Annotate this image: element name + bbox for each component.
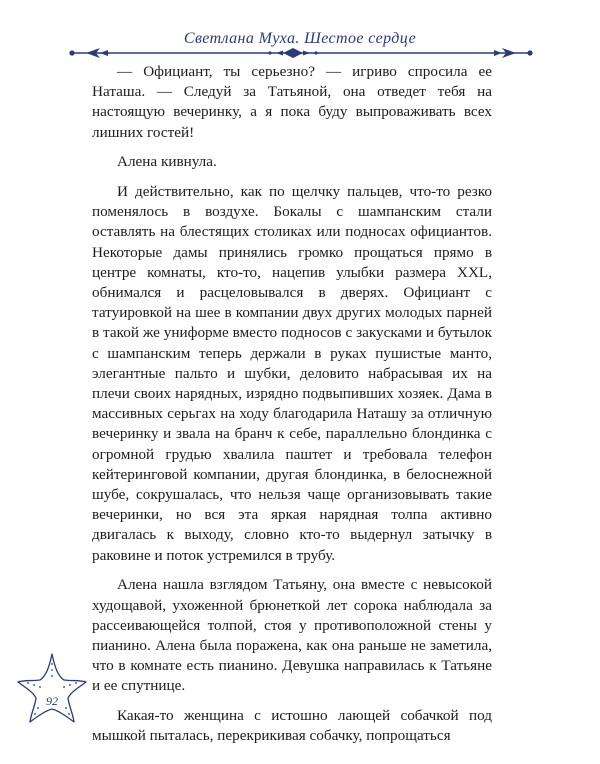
- paragraph: Алена нашла взглядом Татьяну, она вместе с невысокой худощавой, ухоженной брюнеткой лет сорока наблюдала за рассеивающейся толпой, стоя у противоположной стены у пианино. Алена была поражена, как она раньше не заметила, что в комнате есть пианино. Девушка направилась к Татьяне и ее спутнице.: [92, 576, 492, 695]
- running-header: [0, 24, 600, 64]
- body-text: [92, 62, 492, 747]
- paragraph: Какая-то женщина с истошно лающей собачкой под мышкой пыталась, перекрикивая собачку, попрощаться: [92, 707, 492, 745]
- paragraph: И действительно, как по щелчку пальцев, что-то резко поменялось в воздухе. Бокалы с шампанским стали оставлять на блестящих столиках или подносах официантов. Некоторые дамы принялись громко прощаться прямо в центре комнаты, кто-то, нацепив улыбки размера XXL, обнимался и расцеловывался в дверях. Официант с татуировкой на шее в компании двух других молодых парней в такой же униформе вместо подносов с закусками и бутылок с шампанским теперь держали в руках пушистые манто, элегантные пальто и шубки, деловито набрасывая их на плечи своих нарядных, изрядно подвыпивших хозяек. Дама в массивных серьгах на ходу благодарила Наташу за отличную вечеринку и звала на бранч к себе, параллельно блондинка с огромной грудью хвалила паштет и требовала телефон кейтеринговой компании, другая блондинка, в белоснежной шубе, сокрушалась, что нельзя чаще организовывать такие вечеринки, но вся эта яркая нарядная толпа активно двигалась к выходу, словно кто-то выдернул затычку в раковине и поток устремился в трубу.: [92, 183, 492, 564]
- paragraph: — Официант, ты серьезно? — игриво спросила ее Наташа. — Следуй за Татьяной, она отведет тебя на настоящую вечеринку, а я пока буду выпроваживать всех лишних гостей!: [92, 63, 492, 141]
- starfish-icon: [14, 650, 90, 728]
- page-number: 92: [46, 694, 58, 708]
- paragraph: Алена кивнула.: [117, 153, 217, 171]
- page-number-ornament: [14, 650, 90, 728]
- running-title: Светлана Муха. Шестое сердце: [183, 30, 417, 47]
